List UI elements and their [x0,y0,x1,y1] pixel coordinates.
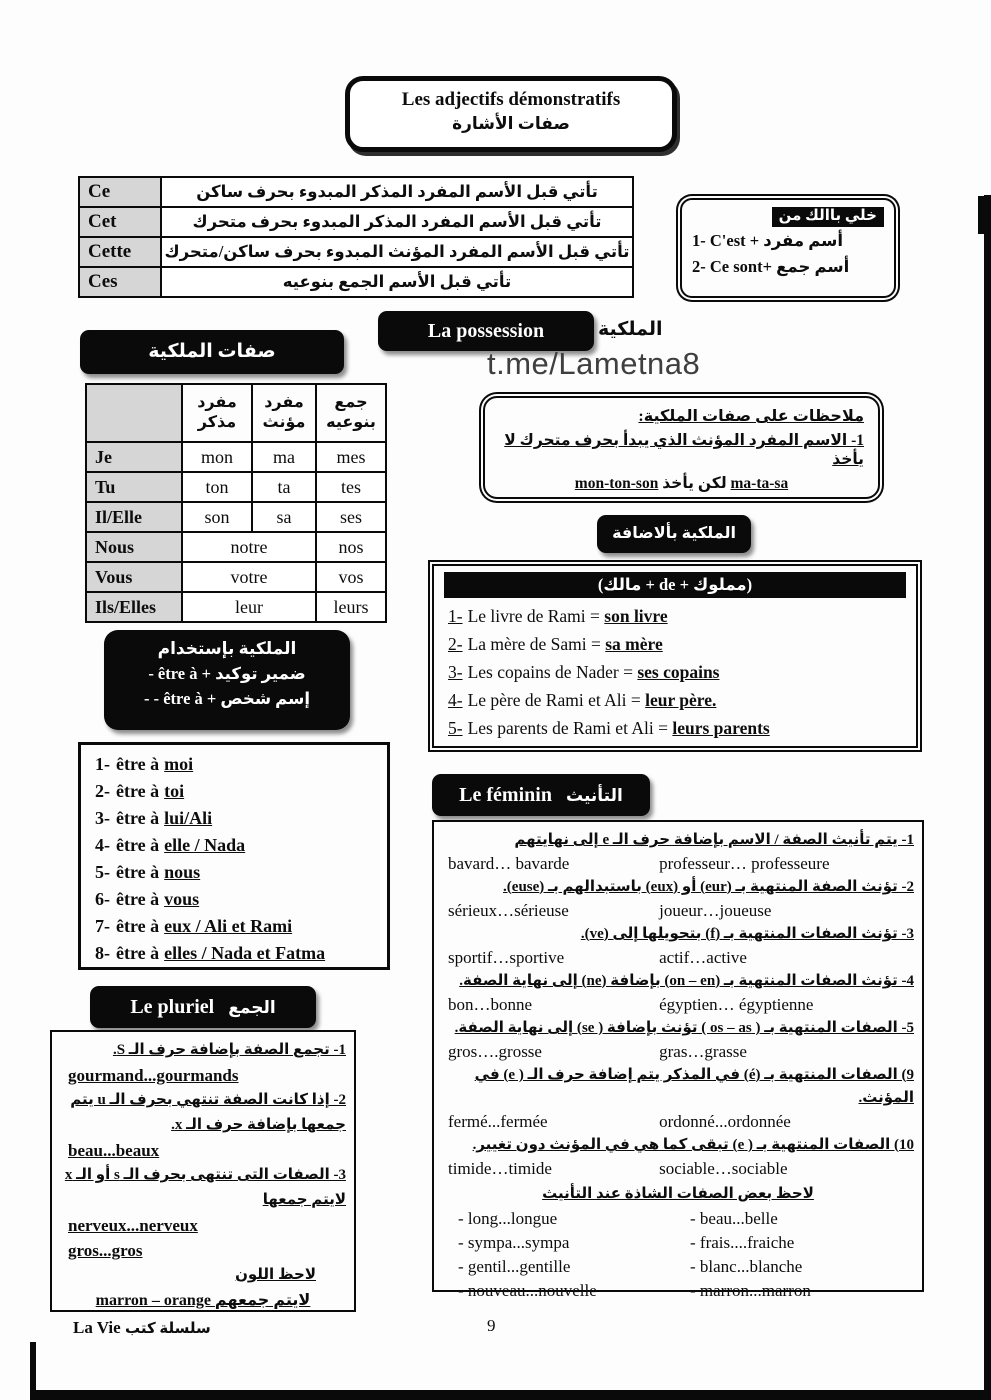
item-base: être à [116,916,160,936]
exception-pair: - gentil...gentille [458,1257,571,1276]
series-name-french: La Vie [73,1318,121,1337]
example-phrase: Le père de Rami et Ali = [467,690,646,710]
plural-title-french: Le pluriel [130,996,215,1018]
item-number: 8- [95,943,110,963]
pronoun-cell: Nous [86,532,182,562]
feminine-exception-row [442,1231,914,1255]
possessive-cell: leur [182,592,316,622]
feminine-title-arabic: التأنيث [565,786,623,805]
etre-a-item [95,859,387,886]
example-pair: bon…bonne [448,995,533,1014]
feminine-rule: 2- تؤنث الصفة المنتهية بـ (eur) أو (eux) باستبدالهم بـ (euse). [503,879,914,895]
example-phrase: La mère de Sami = [467,634,606,654]
item-complement: elle / Nada [164,835,246,855]
item-number: 5- [95,862,110,882]
attention-item: 1- C'est + أسم مفرد [692,231,844,250]
example-result: leurs parents [672,718,770,738]
example-result: leur père. [645,690,717,710]
feminine-exceptions-title: لاحظ بعض الصفات الشاذة عند التأنيث [542,1186,814,1202]
table-row [86,472,386,502]
item-number: 1- [95,754,110,774]
item-base: être à [116,862,160,882]
scan-edge-right-blob [978,196,991,234]
etre-a-header-line: - être à + ضمير توكيد [148,664,306,683]
etre-a-item [95,805,387,832]
feminine-rule: 4- تؤنث الصفات المنتهية بـ (on – en) بإضافة (ne) إلى نهاية الصفة. [459,973,914,989]
notes-line [499,474,864,493]
attention-title-row [692,206,884,225]
demonstrative-rule: تأتي قبل الأسم المفرد المؤنث المبدوء بحرف ساكن/متحرك [161,237,633,267]
plural-example: nerveux...nerveux [68,1216,198,1235]
feminine-examples [442,946,914,970]
item-complement: elles / Nada et Fatma [164,943,326,963]
possessive-cell: tes [316,472,386,502]
feminine-rule: 9) الصفات المنتهية بـ (é) في المذكر يتم إضافة حرف الـ ( e) في المؤنث. [474,1067,914,1106]
feminine-rule: 1- يتم تأنيث الصفة / الاسم بإضافة حرف الـ e إلى نهايتهم [514,832,914,848]
pronoun-cell: Tu [86,472,182,502]
table-row [79,177,633,207]
de-example [444,658,906,686]
attention-item: 2- Ce sont+ أسم جمع [692,257,850,276]
feminine-examples [442,1110,914,1134]
demonstratives-title-french: Les adjectifs démonstratifs [401,89,621,110]
table-row [79,237,633,267]
corner-cell [86,384,182,442]
example-number: 3- [448,662,463,682]
example-pair: sportif…sportive [448,948,565,967]
etre-a-header-line: - - être à + إسم شخص [143,689,310,708]
possessive-cell: leurs [316,592,386,622]
scan-edge-left-tick [30,1342,36,1394]
feminine-exception-row [442,1207,914,1231]
possession-banner-arabic: الملكية [598,319,663,340]
possession-banner: La possession [378,311,594,351]
de-example [444,686,906,714]
example-number: 4- [448,690,463,710]
exception-pair: - beau...belle [690,1209,778,1228]
possessive-cell: mes [316,442,386,472]
etre-a-item [95,751,387,778]
possessive-adjectives-table [85,383,387,623]
item-base: être à [116,889,160,909]
demonstrative-word: Ce [79,177,161,207]
item-complement: lui/Ali [164,808,213,828]
item-complement: eux / Ali et Rami [164,916,293,936]
feminine-exception-row [442,1279,914,1303]
possessive-section-title: صفات الملكية [80,330,344,374]
notes-arabic-token: لكن يأخذ [662,475,727,492]
pronoun-cell: Je [86,442,182,472]
attention-title: خلي باالك من [772,207,884,227]
plural-rule: 1- تجمع الصفة بإضافة حرف الـ S. [112,1042,346,1058]
table-row [86,502,386,532]
possessive-cell: notre [182,532,316,562]
scan-edge-right [984,195,991,1400]
example-pair: timide…timide [448,1159,552,1178]
item-base: être à [116,835,160,855]
pronoun-cell: Ils/Elles [86,592,182,622]
possessive-cell: votre [182,562,316,592]
example-pair: actif…active [659,948,747,967]
example-pair: gros….grosse [448,1042,542,1061]
table-row [86,562,386,592]
example-pair: égyptien… égyptienne [659,995,814,1014]
de-possession-section-title: الملكية بألاضافة [597,515,751,553]
etre-a-item [95,778,387,805]
example-pair: professeur… professeure [659,854,830,873]
example-pair: sérieux…sérieuse [448,901,569,920]
de-possession-formula: (مملوك + de + مالك) [444,572,906,598]
notes-title: ملاحظات على صفات الملكية: [638,408,864,425]
item-base: être à [116,808,160,828]
plural-title-arabic: الجمع [228,998,276,1017]
demonstrative-word: Ces [79,267,161,297]
item-number: 2- [95,781,110,801]
exception-pair: - sympa...sympa [458,1233,570,1252]
column-header-feminine: مفرد مؤنث [252,384,316,442]
table-header-row [86,384,386,442]
etre-a-item [95,832,387,859]
possessive-cell: sa [252,502,316,532]
column-header-masculine: مفرد مذكر [182,384,252,442]
pronoun-cell: Vous [86,562,182,592]
demonstratives-table [78,176,634,298]
table-row [86,592,386,622]
demonstrative-word: Cette [79,237,161,267]
possessive-cell: mon [182,442,252,472]
example-pair: gras…grasse [659,1042,747,1061]
feminine-title-french: Le féminin [459,784,552,806]
plural-color-note: لاحظ اللون [235,1267,316,1283]
plural-rule: لايتم جمعها [262,1192,346,1208]
example-number: 2- [448,634,463,654]
feminine-exception-row [442,1255,914,1279]
exception-pair: - marron...marron [690,1281,811,1300]
de-example [444,630,906,658]
exception-pair: - blanc...blanche [690,1257,803,1276]
notes-latin-token: ma-ta-sa [730,475,789,492]
possessive-cell: nos [316,532,386,562]
plural-example: beau...beaux [68,1141,160,1160]
possessive-cell: son [182,502,252,532]
table-row [86,442,386,472]
attention-note-box [680,198,896,298]
feminine-rule: 3- تؤنث الصفات المنتهية بـ (f) بتحويلها إلى (ve). [580,926,914,942]
feminine-section-header [432,774,650,816]
item-base: être à [116,781,160,801]
etre-a-list-box [78,742,390,970]
example-phrase: Les parents de Rami et Ali = [467,718,673,738]
example-pair: joueur…joueuse [659,901,772,920]
item-number: 6- [95,889,110,909]
plural-section-header [90,986,316,1028]
possessive-cell: ma [252,442,316,472]
etre-a-section-header [104,630,350,730]
item-number: 3- [95,808,110,828]
book-series-label [73,1318,211,1338]
telegram-watermark: t.me/Lametna8 [487,346,701,381]
example-result: sa mère [605,634,663,654]
page-number: 9 [487,1316,496,1335]
example-pair: bavard… bavarde [448,854,570,873]
demonstrative-word: Cet [79,207,161,237]
demonstrative-rule: تأتي قبل الأسم المفرد المذكر المبدوء بحرف متحرك [161,207,633,237]
plural-example: gourmand...gourmands [68,1066,239,1085]
notes-line: 1- الاسم المفرد المؤنث الذي يبدأ بحرف متحرك لا يأخذ [504,432,864,468]
plural-rule: 3- الصفات التى تنتهى بحرف الـ s أو الـ x [64,1167,346,1183]
example-pair: ordonné...ordonnée [659,1112,791,1131]
etre-a-item [95,940,387,967]
demonstratives-title-arabic: صفات الأشارة [452,114,570,133]
notes-latin-token: mon-ton-son [574,475,659,492]
possessive-cell: ton [182,472,252,502]
plural-rule: 2- إذا كانت الصفة تنتهي بحرف الـ u يتم [70,1092,346,1108]
feminine-examples [442,1040,914,1064]
pronoun-cell: Il/Elle [86,502,182,532]
plural-rules-box [50,1030,356,1312]
demonstratives-title-box [345,76,677,152]
example-pair: sociable…sociable [659,1159,788,1178]
demonstrative-rule: تأتي قبل الأسم المفرد المذكر المبدوء بحرف ساكن [161,177,633,207]
example-number: 1- [448,606,463,626]
de-example [444,602,906,630]
table-row [86,532,386,562]
example-result: ses copains [637,662,720,682]
feminine-examples [442,993,914,1017]
demonstrative-rule: تأتي قبل الأسم الجمع بنوعيه [161,267,633,297]
example-number: 5- [448,718,463,738]
item-base: être à [116,943,160,963]
example-phrase: Le livre de Rami = [467,606,605,626]
exception-pair: - frais....fraiche [690,1233,795,1252]
plural-example: gros...gros [68,1241,143,1260]
example-phrase: Les copains de Nader = [467,662,638,682]
item-base: être à [116,754,160,774]
feminine-rules-box [432,820,924,1300]
possessive-cell: ses [316,502,386,532]
table-row [79,267,633,297]
etre-a-item [95,913,387,940]
possessive-cell: vos [316,562,386,592]
de-possession-box [432,564,918,748]
feminine-examples [442,852,914,876]
feminine-rule: 10) الصفات المنتهية بـ ( e) تبقى كما هي في المؤنث دون تغيير. [472,1137,914,1153]
item-complement: nous [164,862,201,882]
item-number: 7- [95,916,110,936]
item-number: 4- [95,835,110,855]
possessive-cell: ta [252,472,316,502]
feminine-examples [442,1157,914,1181]
plural-rule: جمعها بإضافة حرف الـ x. [171,1117,346,1133]
feminine-examples [442,899,914,923]
de-example [444,714,906,742]
example-pair: fermé...fermée [448,1112,548,1131]
exception-pair: - long...longue [458,1209,558,1228]
possessive-notes-box [483,396,880,499]
item-complement: moi [164,754,194,774]
item-complement: vous [164,889,200,909]
column-header-plural: جمع بنوعيه [316,384,386,442]
item-complement: toi [164,781,185,801]
table-row [79,207,633,237]
plural-color-rule: marron – orange لايتم جمعهم [95,1292,311,1309]
etre-a-item [95,886,387,913]
exception-pair: - nouveau...nouvelle [458,1281,597,1300]
series-name-arabic: سلسلة كتب [124,1321,211,1337]
scan-edge-bottom [30,1390,991,1400]
feminine-rule: 5- الصفات المنتهية بـ ( os – as ) تؤنث بإضافة ( se) إلى نهاية الصفة. [454,1020,914,1036]
example-result: son livre [604,606,668,626]
etre-a-header-line: الملكية بإستخدام [157,639,297,658]
